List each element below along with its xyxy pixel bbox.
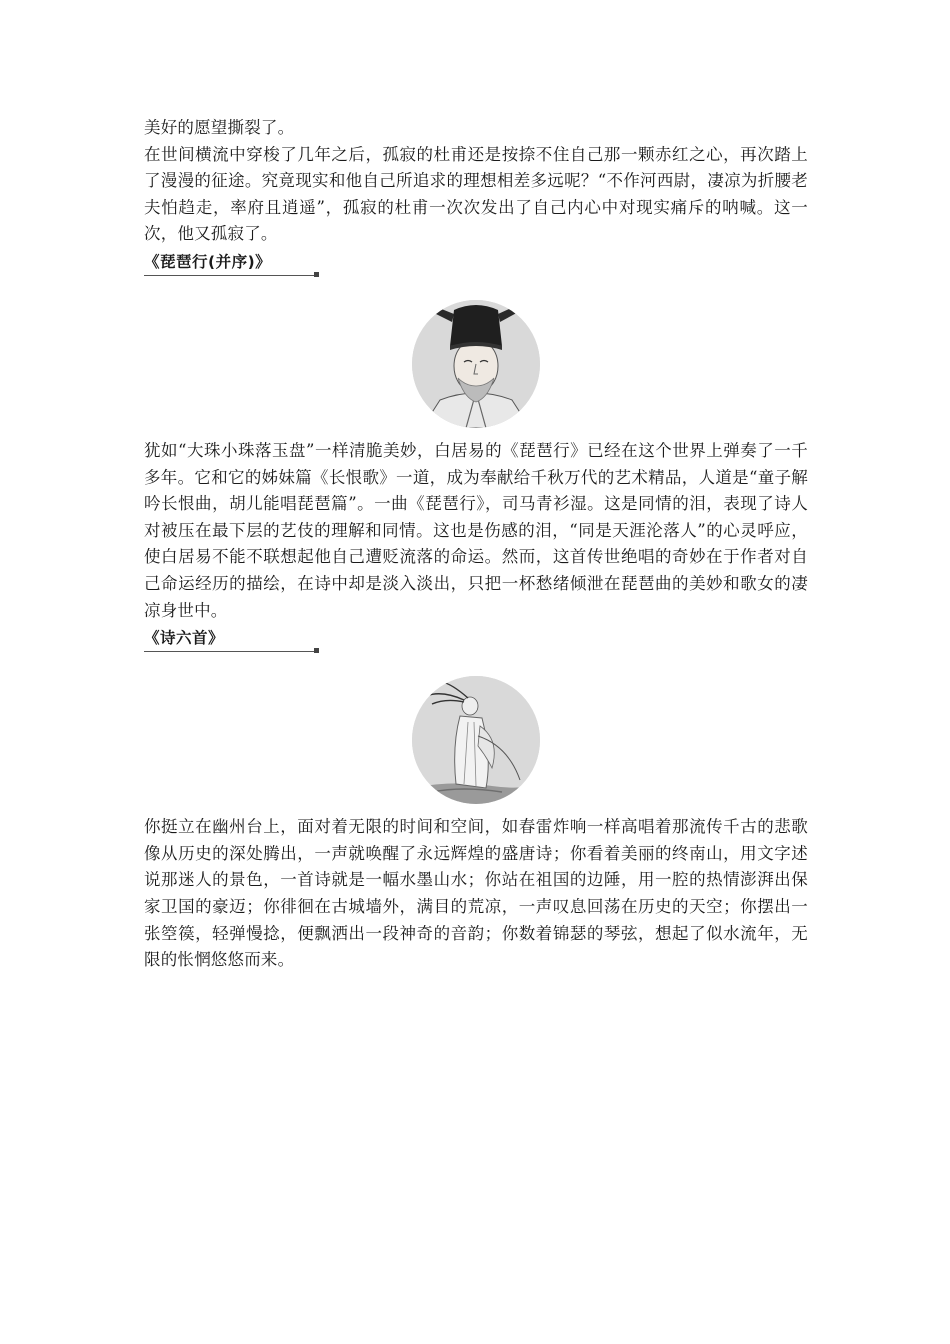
- section-title-six-poems: 《诗六首》: [144, 629, 225, 648]
- section-body-pipa: 犹如“大珠小珠落玉盘”一样清脆美妙，白居易的《琵琶行》已经在这个世界上弹奏了一千多年。它和它的姊妹篇《长恨歌》一道，成为奉献给千秋万代的艺术精品，人道是“童子解吟长恨曲，胡儿能唱琵琶篇”。一曲《琵琶行》，司马青衫湿。这是同情的泪，表现了诗人对被压在最下层的艺伎的理解和同情。这也是伤感的泪，“同是天涯沦落人”的心灵呼应，使白居易不能不联想起他自己遭贬流落的命运。然而，这首传世绝唱的奇妙在于作者对自己命运经历的描绘，在诗中却是淡入淡出，只把一杯愁绪倾泄在琵琶曲的美妙和歌女的凄凉身世中。: [144, 440, 808, 620]
- portrait-container-six-poems: [144, 676, 808, 804]
- heading-underline: [144, 651, 316, 652]
- bai-juyi-portrait-icon: [412, 300, 540, 428]
- intro-paragraph-1: 美好的愿望撕裂了。: [144, 118, 295, 137]
- intro-paragraph-2: 在世间横流中穿梭了几年之后，孤寂的杜甫还是按捺不住自己那一颗赤红之心，再次踏上了漫漫的征途。究竟现实和他自己所追求的理想相差多远呢？“不作河西尉，凄凉为折腰老夫怕趋走，率府且逍遥”，孤寂的杜甫一次次发出了自己内心中对现实痛斥的呐喊。这一次，他又孤寂了。: [144, 144, 808, 244]
- poet-painting-icon: [412, 676, 540, 804]
- portrait-container-pipa: [144, 300, 808, 428]
- heading-underline-end: [314, 648, 319, 653]
- section-heading-six-poems: [144, 626, 808, 654]
- section-body-six-poems: 你挺立在幽州台上，面对着无限的时间和空间，如春雷炸响一样高唱着那流传千古的悲歌像从历史的深处腾出，一声就唤醒了永远辉煌的盛唐诗；你看着美丽的终南山，用文字述说那迷人的景色，一首诗就是一幅水墨山水；你站在祖国的边陲，用一腔的热情澎湃出保家卫国的豪迈；你徘徊在古城墙外，满目的荒凉，一声叹息回荡在历史的天空；你摆出一张箜篌，轻弹慢捻，便飘洒出一段神奇的音韵；你数着锦瑟的琴弦，想起了似水流年，无限的怅惘悠悠而来。: [144, 817, 808, 970]
- heading-underline-end: [314, 272, 319, 277]
- document-page: [144, 115, 808, 974]
- section-title-pipa: 《琵琶行(并序)》: [144, 252, 272, 271]
- heading-underline: [144, 275, 316, 276]
- section-heading-pipa: [144, 250, 808, 278]
